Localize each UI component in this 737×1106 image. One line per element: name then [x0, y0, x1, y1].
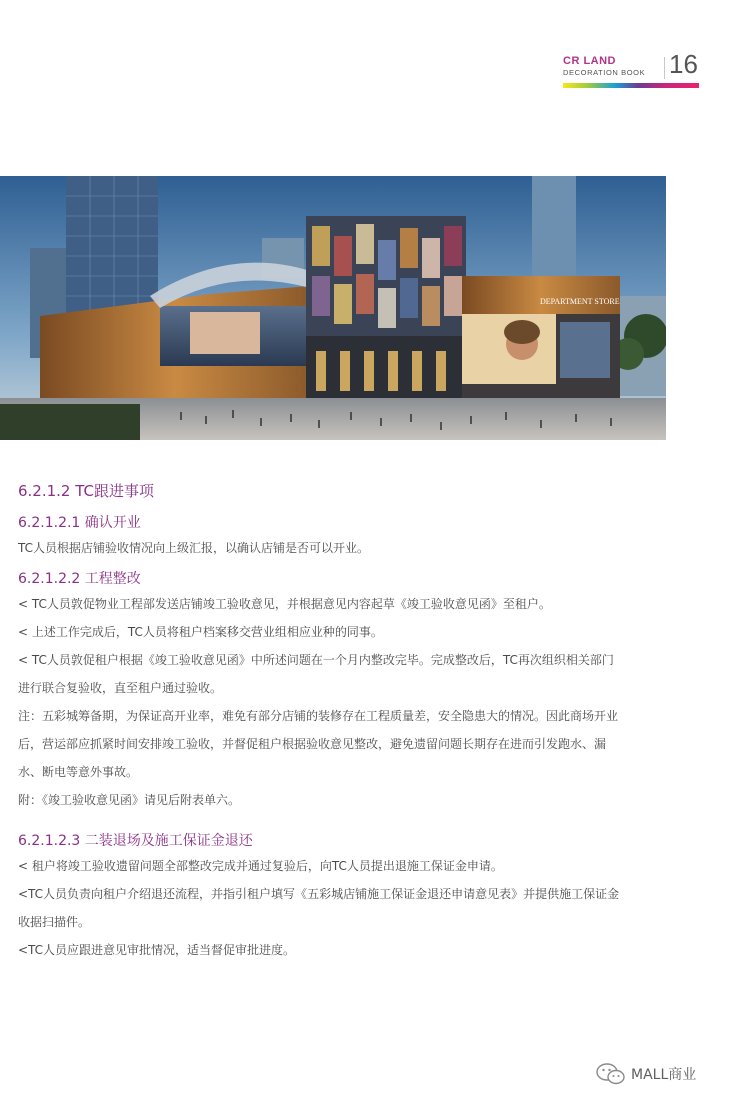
section-title: 6.2.1.2 TC跟进事项: [18, 482, 155, 500]
note-paragraph: 水、断电等意外事故。: [18, 765, 139, 779]
store-sign-text: DEPARTMENT STORE: [540, 297, 620, 306]
document-body: [18, 480, 658, 964]
wechat-icon: [596, 1063, 626, 1085]
subsection-title-confirm-opening: 6.2.1.2.1 确认开业: [18, 515, 141, 531]
paragraph: < TC人员敦促物业工程部发送店铺竣工验收意见，并根据意见内容起草《竣工验收意见函》至租户。: [18, 597, 551, 611]
hero-image: [0, 176, 666, 440]
watermark-text: MALL商业: [631, 1067, 697, 1083]
paragraph: <TC人员应跟进意见审批情况，适当督促审批进度。: [18, 943, 296, 957]
mall-illustration: [0, 176, 666, 440]
paragraph: TC人员根据店铺验收情况向上级汇报，以确认店铺是否可以开业。: [18, 541, 370, 555]
paragraph: < TC人员敦促租户根据《竣工验收意见函》中所述问题在一个月内整改完毕。完成整改后，TC再次组织相关部门: [18, 653, 614, 667]
page-number: 16: [669, 49, 698, 79]
attachment-note: 附：《竣工验收意见函》请见后附表单六。: [18, 793, 241, 807]
note-paragraph: 后，营运部应抓紧时间安排竣工验收，并督促租户根据验收意见整改，避免遗留问题长期存在进而引发跑水、漏: [18, 737, 607, 751]
paragraph: <TC人员负责向租户介绍退还流程，并指引租户填写《五彩城店铺施工保证金退还申请意见表》并提供施工保证金: [18, 887, 620, 901]
brand-name: CR LAND: [563, 55, 616, 67]
paragraph: 收据扫描件。: [18, 915, 91, 929]
subsection-title-deposit-refund: 6.2.1.2.3 二装退场及施工保证金退还: [18, 833, 253, 849]
watermark: [596, 1063, 696, 1085]
brand-subtitle: DECORATION BOOK: [563, 68, 646, 77]
brand-divider: [664, 57, 665, 79]
note-paragraph: 注：五彩城筹备期，为保证高开业率，难免有部分店铺的装修存在工程质量差，安全隐患大的情况。因此商场开业: [18, 709, 619, 723]
paragraph: 进行联合复验收，直至租户通过验收。: [18, 681, 223, 695]
rainbow-bar: [563, 83, 699, 88]
subsection-title-rectification: 6.2.1.2.2 工程整改: [18, 571, 141, 587]
paragraph: < 上述工作完成后，TC人员将租户档案移交营业组相应业种的同事。: [18, 625, 383, 639]
paragraph: < 租户将竣工验收遗留问题全部整改完成并通过复验后，向TC人员提出退施工保证金申请。: [18, 859, 503, 873]
